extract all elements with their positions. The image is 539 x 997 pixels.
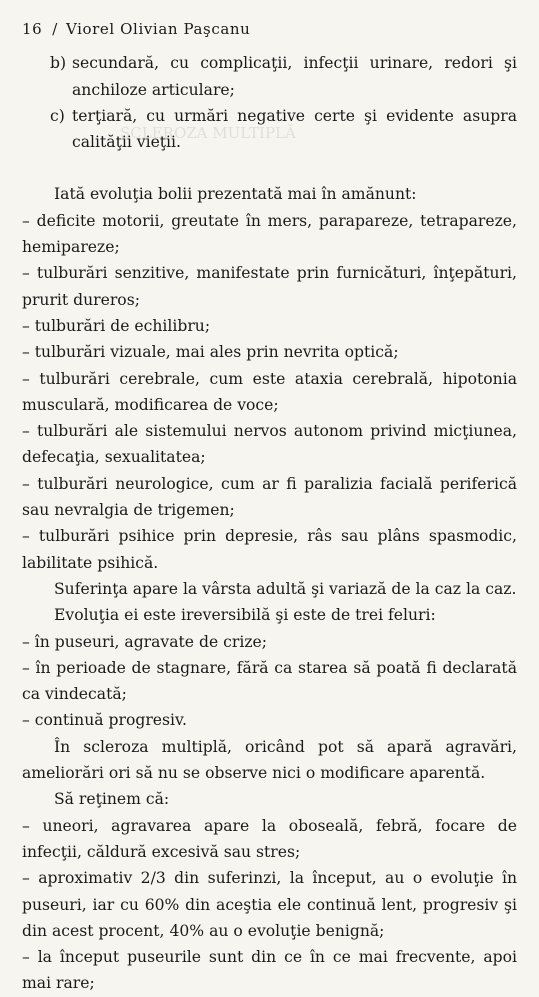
paragraph: – tulburări ale sistemului nervos autonom privind micţiunea, defecaţia, sexualitatea;	[22, 422, 517, 467]
paragraph: – uneori, agravarea apare la oboseală, febră, focare de infecţii, căldură excesivă sau stres;	[22, 816, 517, 861]
paragraph: – tulburări vizuale, mai ales prin nevrita optică;	[22, 343, 399, 362]
paragraph: Evoluţia ei este ireversibilă şi este de trei feluri:	[54, 606, 436, 625]
list-item-c	[50, 103, 517, 156]
blank-line	[22, 155, 517, 181]
paragraph: În scleroza multiplă, oricând pot să apară agravări, ameliorări ori să nu se observe nici o modificare aparentă.	[22, 737, 517, 783]
paragraph: Suferinţa apare la vârsta adultă şi variază de la caz la caz.	[54, 579, 517, 598]
paragraph: – tulburări psihice prin depresie, râs sau plâns spasmodic, labilitate psihică.	[22, 527, 517, 572]
page-number: 16	[22, 20, 43, 38]
paragraph: – tulburări cerebrale, cum este ataxia cerebrală, hipotonia musculară, modificarea de voce;	[22, 369, 517, 414]
running-header	[22, 16, 517, 42]
paragraph: – în perioade de stagnare, fără ca starea să poată fi declarată ca vindecată;	[22, 658, 517, 704]
list-item-b	[50, 50, 517, 103]
header-separator: /	[52, 20, 58, 38]
item-label: b)	[50, 54, 67, 73]
paragraph: Iată evoluţia bolii prezentată mai în amănunt:	[54, 185, 417, 204]
paragraph: – continuă progresiv.	[22, 711, 187, 730]
paragraph: – aproximativ 2/3 din suferinzi, la început, au o evoluţie în puseuri, iar cu 60% din aceştia ele continuă lent, progresiv şi din acest procent, 40% au o evoluţie benignă;	[22, 869, 517, 940]
item-text: secundară, cu complicaţii, infecţii urinare, redori şi anchiloze articulare;	[72, 54, 517, 99]
item-text: terţiară, cu urmări negative certe şi evidente asupra calităţii vieţii.	[72, 106, 517, 152]
paragraph: – în puseuri, agravate de crize;	[22, 632, 268, 651]
bleed-through-text: SCLEROZA MULTIPLĂ	[120, 124, 296, 142]
paragraph: Să reţinem că:	[54, 790, 170, 809]
body-text	[22, 181, 517, 996]
paragraph: – deficite motorii, greutate în mers, parapareze, tetrapareze, hemipareze;	[22, 211, 517, 257]
paragraph: – tulburări senzitive, manifestate prin furnicături, înţepături, prurit dureros;	[22, 264, 517, 309]
item-label: c)	[50, 106, 65, 125]
paragraph: – la început puseurile sunt din ce în ce mai frecvente, apoi mai rare;	[22, 948, 517, 993]
paragraph: – tulburări neurologice, cum ar fi paralizia facială periferică sau nevralgia de trigemen;	[22, 474, 517, 520]
author-name: Viorel Olivian Paşcanu	[65, 20, 251, 38]
paragraph: – tulburări de echilibru;	[22, 316, 211, 335]
